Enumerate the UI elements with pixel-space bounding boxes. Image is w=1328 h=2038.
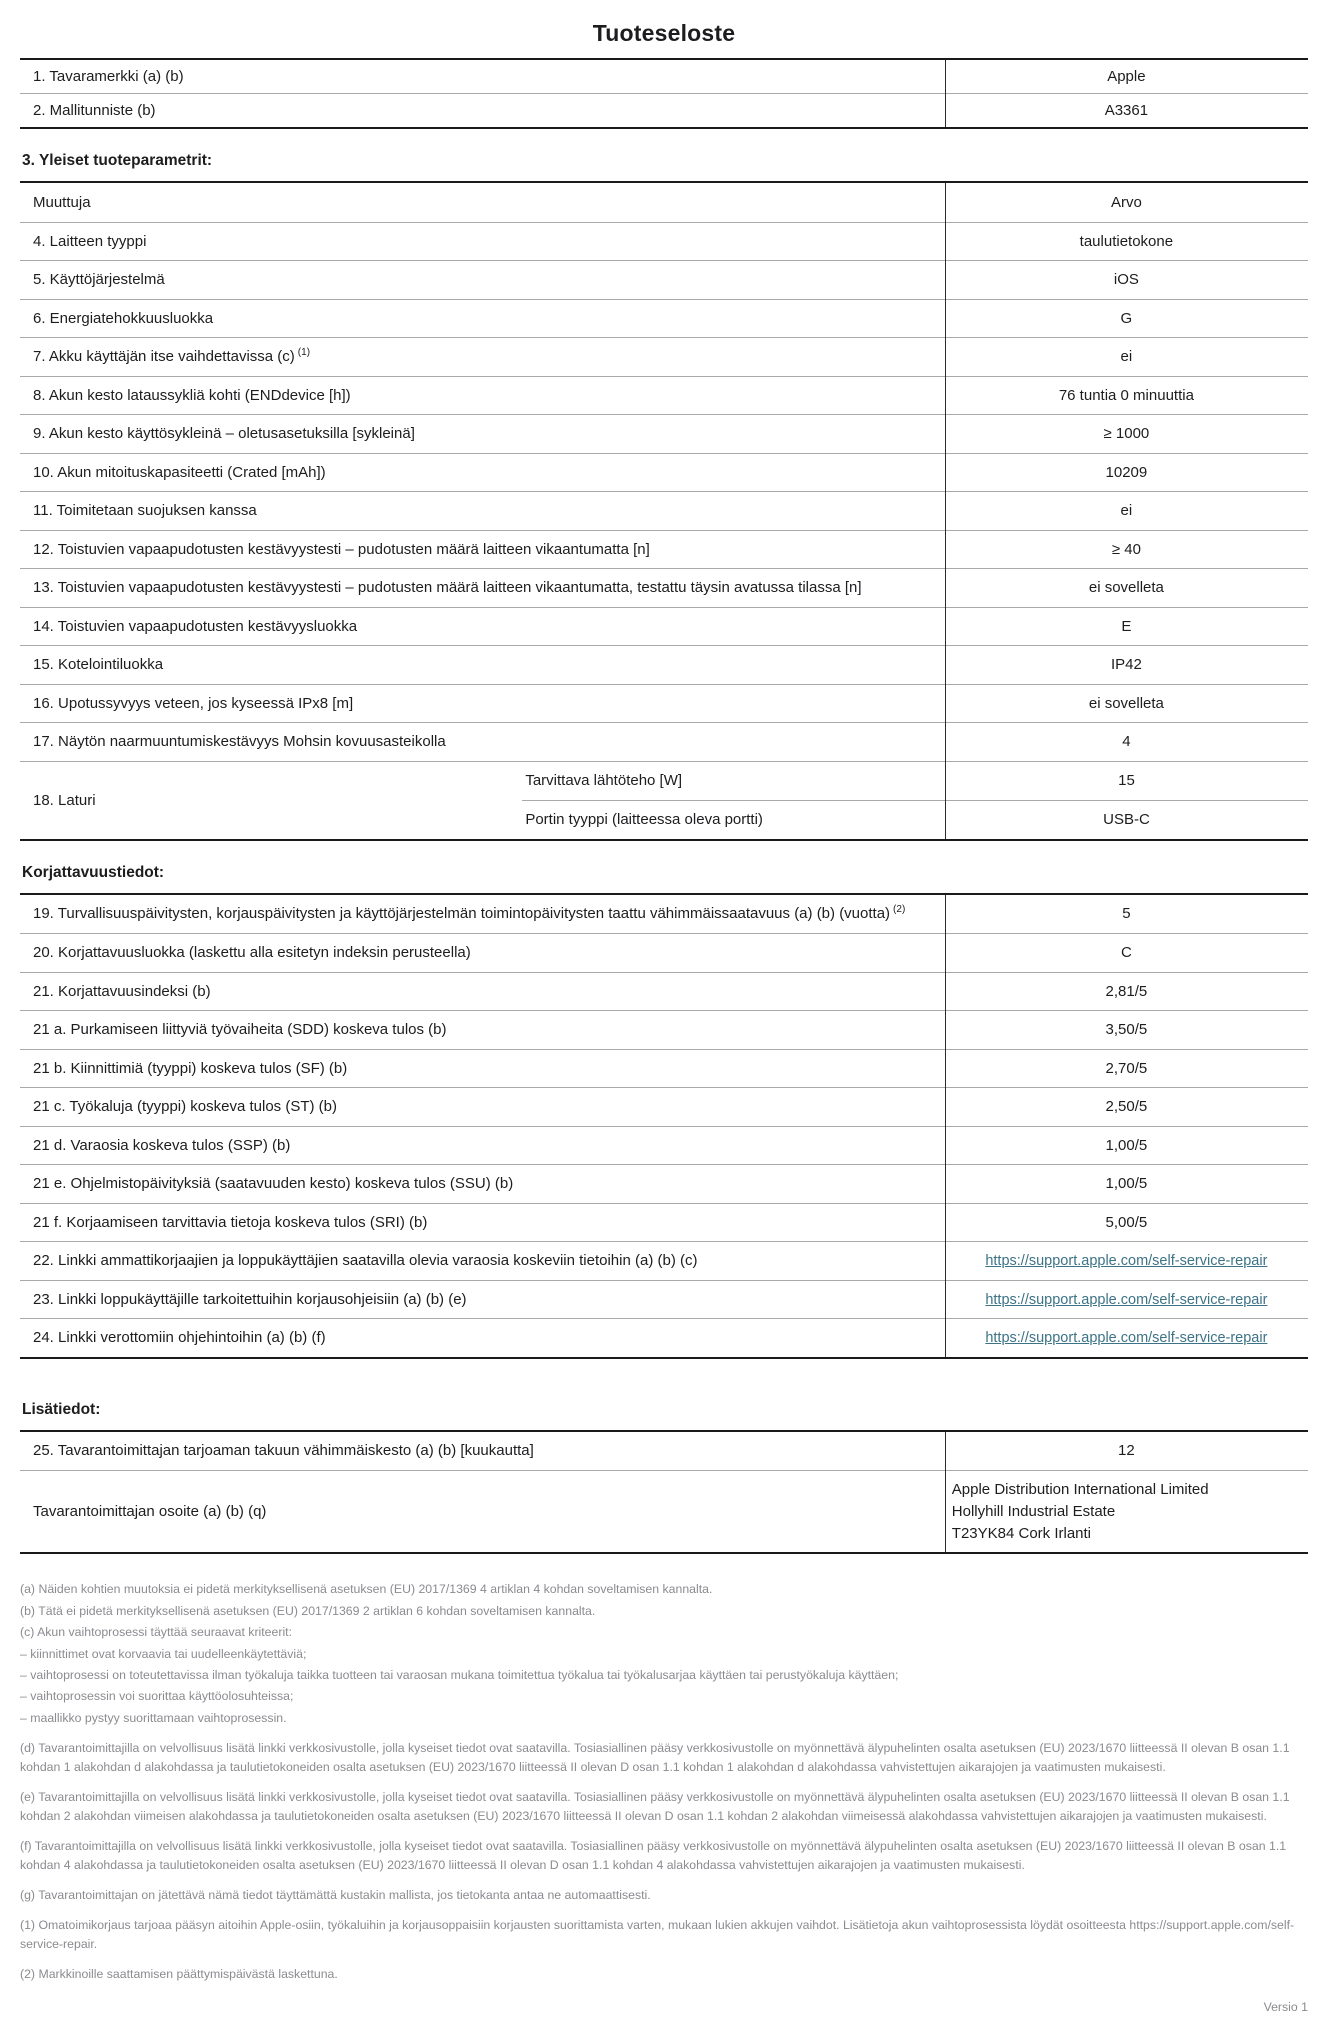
footnote-ref: (2)	[893, 904, 906, 916]
footnote: (g) Tavarantoimittajan on jätettävä nämä tiedot täyttämättä kustakin mallista, jos tietokanta antaa ne automaattisesti.	[20, 1887, 651, 1902]
row-label: 2. Mallitunniste (b)	[33, 102, 156, 119]
footnote: (d) Tavarantoimittajilla on velvollisuus lisätä linkki verkkosivustolle, jolla kyseiset tiedot ovat saatavilla. Tosiasiallinen pääsy verkkosivustolle on myönnettävä älypuhelinten osalta asetuksen (EU) 2023/1670 liitteessä II olevan B osan 1.1 kohdan 1 alakohdan d alakohdassa ja taulutietokoneiden osalta asetuksen (EU) 2023/1670 liitteessä II olevan D osan 1.1 kohdan 1 alakohdan d alakohdassa vahvistettujen aikarajojen ja vaatimusten mukaisesti.	[20, 1741, 1290, 1774]
footnote-criterion: – kiinnittimet ovat korvaavia tai uudelleenkäytettäviä;	[20, 1646, 307, 1661]
row-value: ei	[1120, 502, 1133, 520]
table-row	[20, 1241, 1308, 1280]
address-line: T23YK84 Cork Irlanti	[951, 1524, 1092, 1542]
row-value: 12	[1118, 1442, 1135, 1460]
row-value: G	[1120, 309, 1133, 327]
row-label: 15. Kotelointiluokka	[33, 656, 164, 674]
row-value: 1,00/5	[1105, 1136, 1148, 1154]
row-label: 21 c. Työkaluja (tyyppi) koskeva tulos (ST) (b)	[33, 1098, 337, 1116]
address-line: Apple Distribution International Limited	[951, 1481, 1209, 1498]
table-row	[20, 933, 1308, 972]
row-value: Apple	[1107, 68, 1146, 85]
row-label: 21 b. Kiinnittimiä (tyyppi) koskeva tulos (SF) (b)	[33, 1059, 348, 1077]
table-row	[20, 530, 1308, 569]
sub-row-value: 15	[1118, 772, 1135, 790]
row-value: 3,50/5	[1105, 1021, 1148, 1039]
row-label: 22. Linkki ammattikorjaajien ja loppukäyttäjien saatavilla olevia varaosia koskeviin tietoihin (a) (b) (c)	[33, 1252, 698, 1270]
row-label: 21 f. Korjaamiseen tarvittavia tietoja koskeva tulos (SRI) (b)	[33, 1213, 428, 1231]
table-row	[20, 972, 1308, 1011]
row-value	[945, 1283, 1308, 1316]
footnote-ref: (1)	[297, 347, 311, 359]
table-row	[20, 1280, 1308, 1319]
row-label: 16. Upotussyvyys veteen, jos kyseessä IPx8 [m]	[33, 694, 354, 712]
footnote: (1) Omatoimikorjaus tarjoaa pääsyn aitoihin Apple-osiin, työkaluihin ja korjausoppaisiin korjausten suorittamista varten, mukaan lukien akkujen vaihdot. Lisätietoja akun vaihtoprosessista löydät osoitteesta https://support.apple.com/self-service-repair.	[20, 1918, 1295, 1951]
row-label: 13. Toistuvien vapaapudotusten kestävyystesti – pudotusten määrä laitteen vikaantumatta, testattu täysin avatussa tilassa [n]	[33, 579, 862, 597]
charger-sub-row	[522, 800, 1308, 839]
address-line: Hollyhill Industrial Estate	[951, 1502, 1116, 1520]
table-row	[20, 1164, 1308, 1203]
row-label: 8. Akun kesto lataussykliä kohti (ENDdevice [h])	[33, 386, 351, 404]
page-title: Tuoteseloste	[592, 20, 736, 46]
row-value: 4	[1122, 733, 1131, 751]
row-value	[945, 1321, 1308, 1354]
row-label: 17. Näytön naarmuuntumiskestävyys Mohsin kovuusasteikolla	[33, 733, 446, 751]
identification-table	[20, 58, 1308, 129]
table-row	[20, 1470, 1308, 1552]
row-value: 2,50/5	[1105, 1098, 1148, 1116]
row-label: 24. Linkki verottomiin ohjehintoihin (a) (b) (f)	[33, 1329, 326, 1347]
charger-sub-table	[522, 762, 1308, 839]
footnote: (e) Tavarantoimittajilla on velvollisuus lisätä linkki verkkosivustolle, jolla kyseiset tiedot ovat saatavilla. Tosiasiallinen pääsy verkkosivustolle on myönnettävä älypuhelinten osalta asetuksen (EU) 2023/1670 liitteessä II olevan B osan 1.1 kohdan 2 alakohdan viimeisen alakohdassa ja taulutietokoneiden osalta asetuksen (EU) 2023/1670 liitteessä II olevan D osan 1.1 kohdan 2 alakohdan viimeisessä alakohdassa vahvistettujen aikarajojen ja vaatimusten mukaisesti.	[20, 1790, 1290, 1823]
column-divider	[945, 60, 946, 127]
column-divider	[945, 895, 946, 1357]
table-row	[20, 414, 1308, 453]
repair-instructions-link[interactable]: https://support.apple.com/self-service-repair	[985, 1291, 1268, 1308]
row-label: 5. Käyttöjärjestelmä	[33, 271, 165, 289]
column-header-value: Arvo	[1110, 193, 1142, 211]
row-label: Tavarantoimittajan osoite (a) (b) (q)	[33, 1503, 267, 1521]
footnote: (c) Akun vaihtoprosessi täyttää seuraavat kriteerit:	[20, 1625, 293, 1640]
price-list-link[interactable]: https://support.apple.com/self-service-repair	[985, 1330, 1268, 1347]
table-row	[20, 93, 1308, 127]
table-row	[20, 1087, 1308, 1126]
spare-parts-info-link[interactable]: https://support.apple.com/self-service-repair	[985, 1253, 1268, 1270]
row-label: 14. Toistuvien vapaapudotusten kestävyysluokka	[33, 617, 358, 635]
row-label: 21. Korjattavuusindeksi (b)	[33, 982, 211, 1000]
section-heading-general: 3. Yleiset tuoteparametrit:	[22, 152, 213, 169]
sub-row-label: Portin tyyppi (laitteessa oleva portti)	[525, 811, 763, 829]
general-table	[20, 181, 1308, 841]
footnote: (a) Näiden kohtien muutoksia ei pidetä merkityksellisenä asetuksen (EU) 2017/1369 4 artiklan 4 kohdan soveltamisen kannalta.	[20, 1582, 713, 1597]
row-value	[945, 1244, 1308, 1277]
row-label: 20. Korjattavuusluokka (laskettu alla esitetyn indeksin perusteella)	[33, 944, 471, 962]
row-value: A3361	[1104, 102, 1149, 119]
row-label: 4. Laitteen tyyppi	[33, 232, 147, 250]
footnote: (2) Markkinoille saattamisen päättymispäivästä laskettuna.	[20, 1967, 338, 1982]
table-row	[20, 60, 1308, 93]
table-row	[20, 1203, 1308, 1242]
table-row	[20, 684, 1308, 723]
version-label: Versio 1	[1263, 1999, 1308, 2014]
table-row	[20, 1049, 1308, 1088]
charger-sub-row	[522, 762, 1308, 801]
table-row	[20, 1432, 1308, 1471]
table-row	[20, 1010, 1308, 1049]
row-value: 10209	[1105, 463, 1148, 481]
row-value: ≥ 40	[1111, 540, 1141, 558]
row-value: 1,00/5	[1105, 1175, 1148, 1193]
footnote: (f) Tavarantoimittajilla on velvollisuus lisätä linkki verkkosivustolle, jolla kyseiset tiedot ovat saatavilla. Tosiasiallinen pääsy verkkosivustolle on myönnettävä älypuhelinten osalta asetuksen (EU) 2023/1670 liitteessä II olevan B osan 1.1 kohdan 4 alakohdassa ja taulutietokoneiden osalta asetuksen (EU) 2023/1670 liitteessä II olevan D osan 1.1 kohdan 4 alakohdassa vahvistettujen aikarajojen ja vaatimusten mukaisesti.	[20, 1839, 1287, 1872]
footnote-criterion: – vaihtoprosessi on toteutettavissa ilman työkaluja taikka tuotteen tai varaosan mukana toimitettua työkalua tai työkalusarjaa käyttäen tai perustyökaluja käyttäen;	[20, 1668, 899, 1682]
row-value: IP42	[1110, 656, 1142, 674]
table-row	[20, 260, 1308, 299]
footnote: (b) Tätä ei pidetä merkityksellisenä asetuksen (EU) 2017/1369 2 artiklan 6 kohdan soveltamisen kannalta.	[20, 1603, 596, 1618]
table-row	[20, 722, 1308, 761]
row-label: 18. Laturi	[33, 791, 96, 809]
repair-table	[20, 893, 1308, 1359]
row-label: 23. Linkki loppukäyttäjille tarkoitettuihin korjausohjeisiin (a) (b) (e)	[33, 1290, 467, 1308]
row-value: C	[1120, 944, 1132, 962]
row-label	[20, 897, 945, 930]
table-row	[20, 337, 1308, 376]
table-row	[20, 568, 1308, 607]
footnote-criterion: – vaihtoprosessin voi suorittaa käyttöolosuhteissa;	[20, 1689, 294, 1704]
row-value: 5,00/5	[1105, 1213, 1148, 1231]
row-label	[20, 340, 945, 373]
row-value: ≥ 1000	[1103, 425, 1150, 443]
section-heading-repair: Korjattavuustiedot:	[22, 863, 165, 881]
sub-row-label: Tarvittava lähtöteho [W]	[525, 772, 683, 790]
row-value: ei sovelleta	[1088, 694, 1164, 712]
table-row	[20, 453, 1308, 492]
column-header-parameter: Muuttuja	[33, 193, 91, 211]
row-label: 21 e. Ohjelmistopäivityksiä (saatavuuden kesto) koskeva tulos (SSU) (b)	[33, 1175, 514, 1193]
footnotes	[20, 1580, 1308, 1983]
additional-table	[20, 1430, 1308, 1555]
table-row	[20, 895, 1308, 934]
row-label: 21 d. Varaosia koskeva tulos (SSP) (b)	[33, 1136, 291, 1154]
row-label: 6. Energiatehokkuusluokka	[33, 309, 214, 327]
row-label: 11. Toimitetaan suojuksen kanssa	[33, 502, 257, 520]
row-label: 21 a. Purkamiseen liittyviä työvaiheita (SDD) koskeva tulos (b)	[33, 1021, 447, 1039]
table-row	[20, 222, 1308, 261]
supplier-address	[945, 1471, 1308, 1552]
row-label-text: 19. Turvallisuuspäivitysten, korjauspäivitysten ja käyttöjärjestelmän toimintopäivitysten taattu vähimmäissaatavuus (a) (b) (vuotta)	[33, 905, 891, 923]
row-value: taulutietokone	[1079, 232, 1174, 250]
table-row	[20, 645, 1308, 684]
row-label: 10. Akun mitoituskapasiteetti (Crated [mAh])	[33, 463, 326, 481]
sub-row-value: USB-C	[1103, 811, 1150, 829]
table-header-row	[20, 183, 1308, 222]
table-row	[20, 491, 1308, 530]
row-value: 2,70/5	[1105, 1059, 1148, 1077]
table-row	[20, 376, 1308, 415]
row-value: ei sovelleta	[1088, 579, 1164, 597]
table-row	[20, 1318, 1308, 1357]
row-label: 12. Toistuvien vapaapudotusten kestävyystesti – pudotusten määrä laitteen vikaantumatta [n]	[33, 540, 650, 558]
table-row	[20, 299, 1308, 338]
row-value: 5	[1122, 905, 1131, 923]
section-heading-additional: Lisätiedot:	[22, 1400, 101, 1418]
footnote-criterion: – maallikko pystyy suorittamaan vaihtoprosessin.	[20, 1710, 287, 1725]
row-label-text: 7. Akku käyttäjän itse vaihdettavissa (c)	[33, 348, 295, 366]
row-value: iOS	[1113, 271, 1139, 289]
row-value: 2,81/5	[1105, 982, 1148, 1000]
table-row-charger	[20, 761, 1308, 839]
table-row	[20, 1126, 1308, 1165]
row-value: E	[1121, 617, 1132, 635]
row-label: 25. Tavarantoimittajan tarjoaman takuun vähimmäiskesto (a) (b) [kuukautta]	[33, 1442, 534, 1460]
table-row	[20, 607, 1308, 646]
row-value: ei	[1120, 348, 1133, 366]
row-label: 1. Tavaramerkki (a) (b)	[33, 68, 184, 85]
column-divider	[945, 183, 946, 839]
column-divider	[945, 1432, 946, 1553]
row-value: 76 tuntia 0 minuuttia	[1058, 386, 1194, 404]
row-label: 9. Akun kesto käyttösykleinä – oletusasetuksilla [sykleinä]	[33, 425, 415, 443]
